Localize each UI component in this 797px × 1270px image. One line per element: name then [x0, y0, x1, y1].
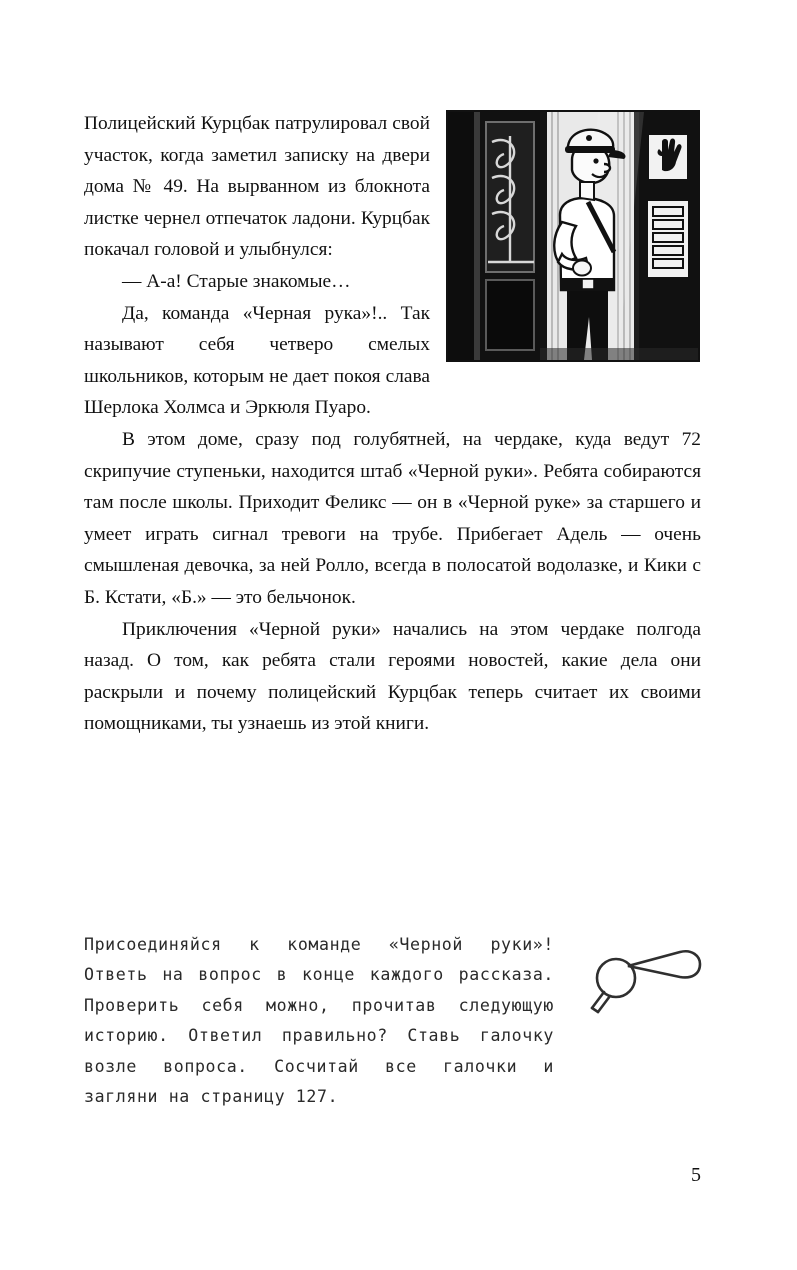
illustration-svg	[448, 112, 698, 360]
paragraph-4: В этом доме, сразу под голубятней, на чердаке, куда ведут 72 скрипучие ступеньки, находится штаб «Черной руки». Ребята собираются там после школы. Приходит Феликс — он в «Черной руке» за старшего и умеет играть сигнал тревоги на трубе. Прибегает Адель — очень смышленая девочка, за ней Ролло, всегда в полосатой водолазке, и Кики с Б. Кстати, «Б.» — это бельчонок.	[84, 428, 701, 608]
note-text: Присоединяйся к команде «Черной руки»! Ответь на вопрос в конце каждого рассказа. Проверить себя можно, прочитав следующую историю. Ответил правильно? Ставь галочку возле вопроса. Сосчитай все галочки и загляни на страницу 127.	[84, 935, 554, 1107]
paragraph-3: Да, команда «Черная рука»!.. Так называют себя четверо смелых школьников, которым не дает покоя слава Шерлока Холмса и Эркюля Пуаро.	[84, 302, 430, 419]
paragraph-2-dialogue: — А-а! Старые знакомые…	[122, 270, 351, 292]
main-text-block	[84, 108, 701, 740]
illustration-float-wrapper	[446, 110, 701, 362]
intercom-panel	[647, 200, 689, 278]
policeman-at-door-illustration	[446, 110, 700, 362]
magnifying-glass-icon	[580, 930, 710, 1040]
paragraph-5: Приключения «Черной руки» начались на этом чердаке полгода назад. О том, как ребята стали героями новостей, какие дела они раскрыли и почему полицейский Курцбак теперь считает их своими помощниками, ты узнаешь из этой книги.	[84, 618, 701, 735]
reader-instructions-note	[84, 930, 554, 1112]
magnifying-glass-svg	[580, 930, 710, 1040]
handprint-note	[648, 134, 688, 180]
page-number: 5	[691, 1164, 701, 1186]
paragraph-1: Полицейский Курцбак патрулировал свой участок, когда заметил записку на двери дома № 49. На вырванном из блокнота листке чернел отпечаток ладони. Курцбак покачал головой и улыбнулся:	[84, 113, 430, 261]
